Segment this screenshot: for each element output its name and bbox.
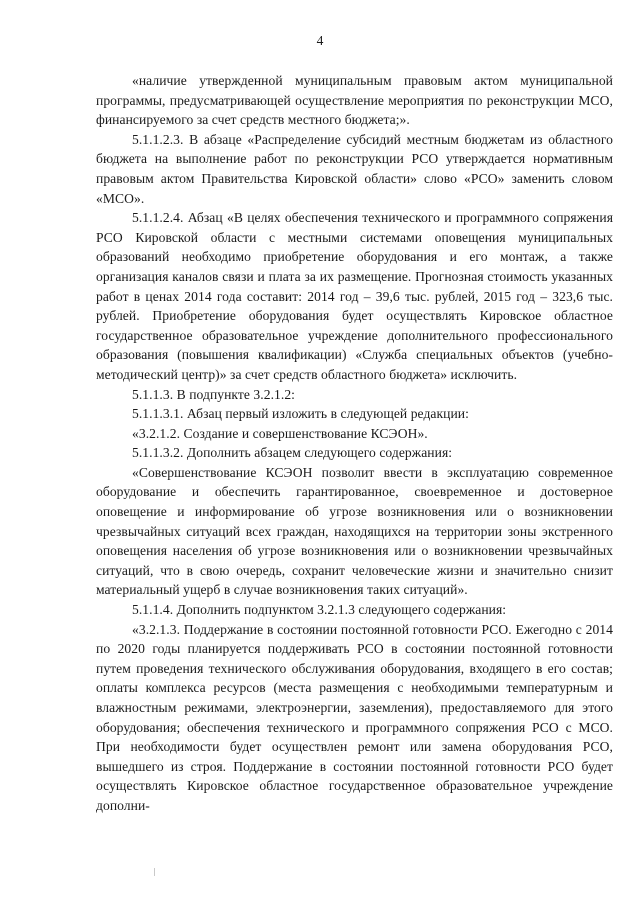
paragraph-5-1-1-4: 5.1.1.4. Дополнить подпунктом 3.2.1.3 следующего содержания: xyxy=(132,602,507,618)
paragraph-kseon-improvement: «Совершенствование КСЭОН позволит ввести в эксплуатацию современное оборудование и обеспечить гарантированное, своевременное и достоверное оповещение и информирование об угрозе возникновения или о возникновении чрезвычайных ситуаций всех граждан, находящихся на территории зоны экстренного оповещения населения об угрозе возникновения или о возникновении чрезвычайных ситуаций, что в свою очередь, сохранит человеческие жизни и значительно снизит материальный ущерб в случае возникновения таких ситуаций». xyxy=(96,464,613,598)
document-body xyxy=(96,71,613,816)
page-number: 4 xyxy=(316,33,324,48)
scan-mark xyxy=(154,868,155,876)
paragraph-3-2-1-2-title: «3.2.1.2. Создание и совершенствование КСЭОН». xyxy=(132,425,428,441)
paragraph-5-1-1-3: 5.1.1.3. В подпункте 3.2.1.2: xyxy=(132,386,295,402)
paragraph-5-1-1-2-4: 5.1.1.2.4. Абзац «В целях обеспечения технического и программного сопряжения РСО Кировской области с местными системами оповещения муниципальных образований необходимо приобретение оборудования и его монтаж, а также организация каналов связи и плата за их размещение. Прогнозная стоимость указанных работ в ценах 2014 года составит: 2014 год – 39,6 тыс. рублей, 2015 год – 323,6 тыс. рублей. Приобретение оборудования будет осуществлять Кировское областное государственное образовательное учреждение дополнительного профессионального образования (повышения квалификации) «Служба специальных объектов (учебно-методический центр)» за счет средств областного бюджета» исключить. xyxy=(96,210,613,382)
paragraph-3-2-1-3: «3.2.1.3. Поддержание в состоянии постоянной готовности РСО. Ежегодно с 2014 по 2020 годы планируется поддерживать РСО в состоянии постоянной готовности путем проведения технического обслуживания оборудования, входящего в его состав; оплаты комплекса ресурсов (места размещения с необходимыми температурным и влажностным режимами, электроэнергии, заземления), предоставляемого для этого оборудования; обеспечения технического и программного сопряжения РСО с МСО. При необходимости будет осуществлен ремонт или замена оборудования РСО, вышедшего из строя. Поддержание в состоянии постоянной готовности РСО будет осуществлять Кировское областное государственное образовательное учреждение дополни- xyxy=(96,621,613,813)
paragraph-quote-program: «наличие утвержденной муниципальным правовым актом муниципальной программы, предусматривающей осуществление мероприятия по реконструкции МСО, финансируемого за счет средств местного бюджета;». xyxy=(96,73,613,128)
paragraph-5-1-1-3-1: 5.1.1.3.1. Абзац первый изложить в следующей редакции: xyxy=(132,406,469,422)
paragraph-5-1-1-2-3: 5.1.1.2.3. В абзаце «Распределение субсидий местным бюджетам из областного бюджета на выполнение работ по реконструкции РСО утверждается нормативным правовым актом Правительства Кировской области» слово «РСО» заменить словом «МСО». xyxy=(96,131,613,206)
paragraph-5-1-1-3-2: 5.1.1.3.2. Дополнить абзацем следующего содержания: xyxy=(132,445,453,461)
